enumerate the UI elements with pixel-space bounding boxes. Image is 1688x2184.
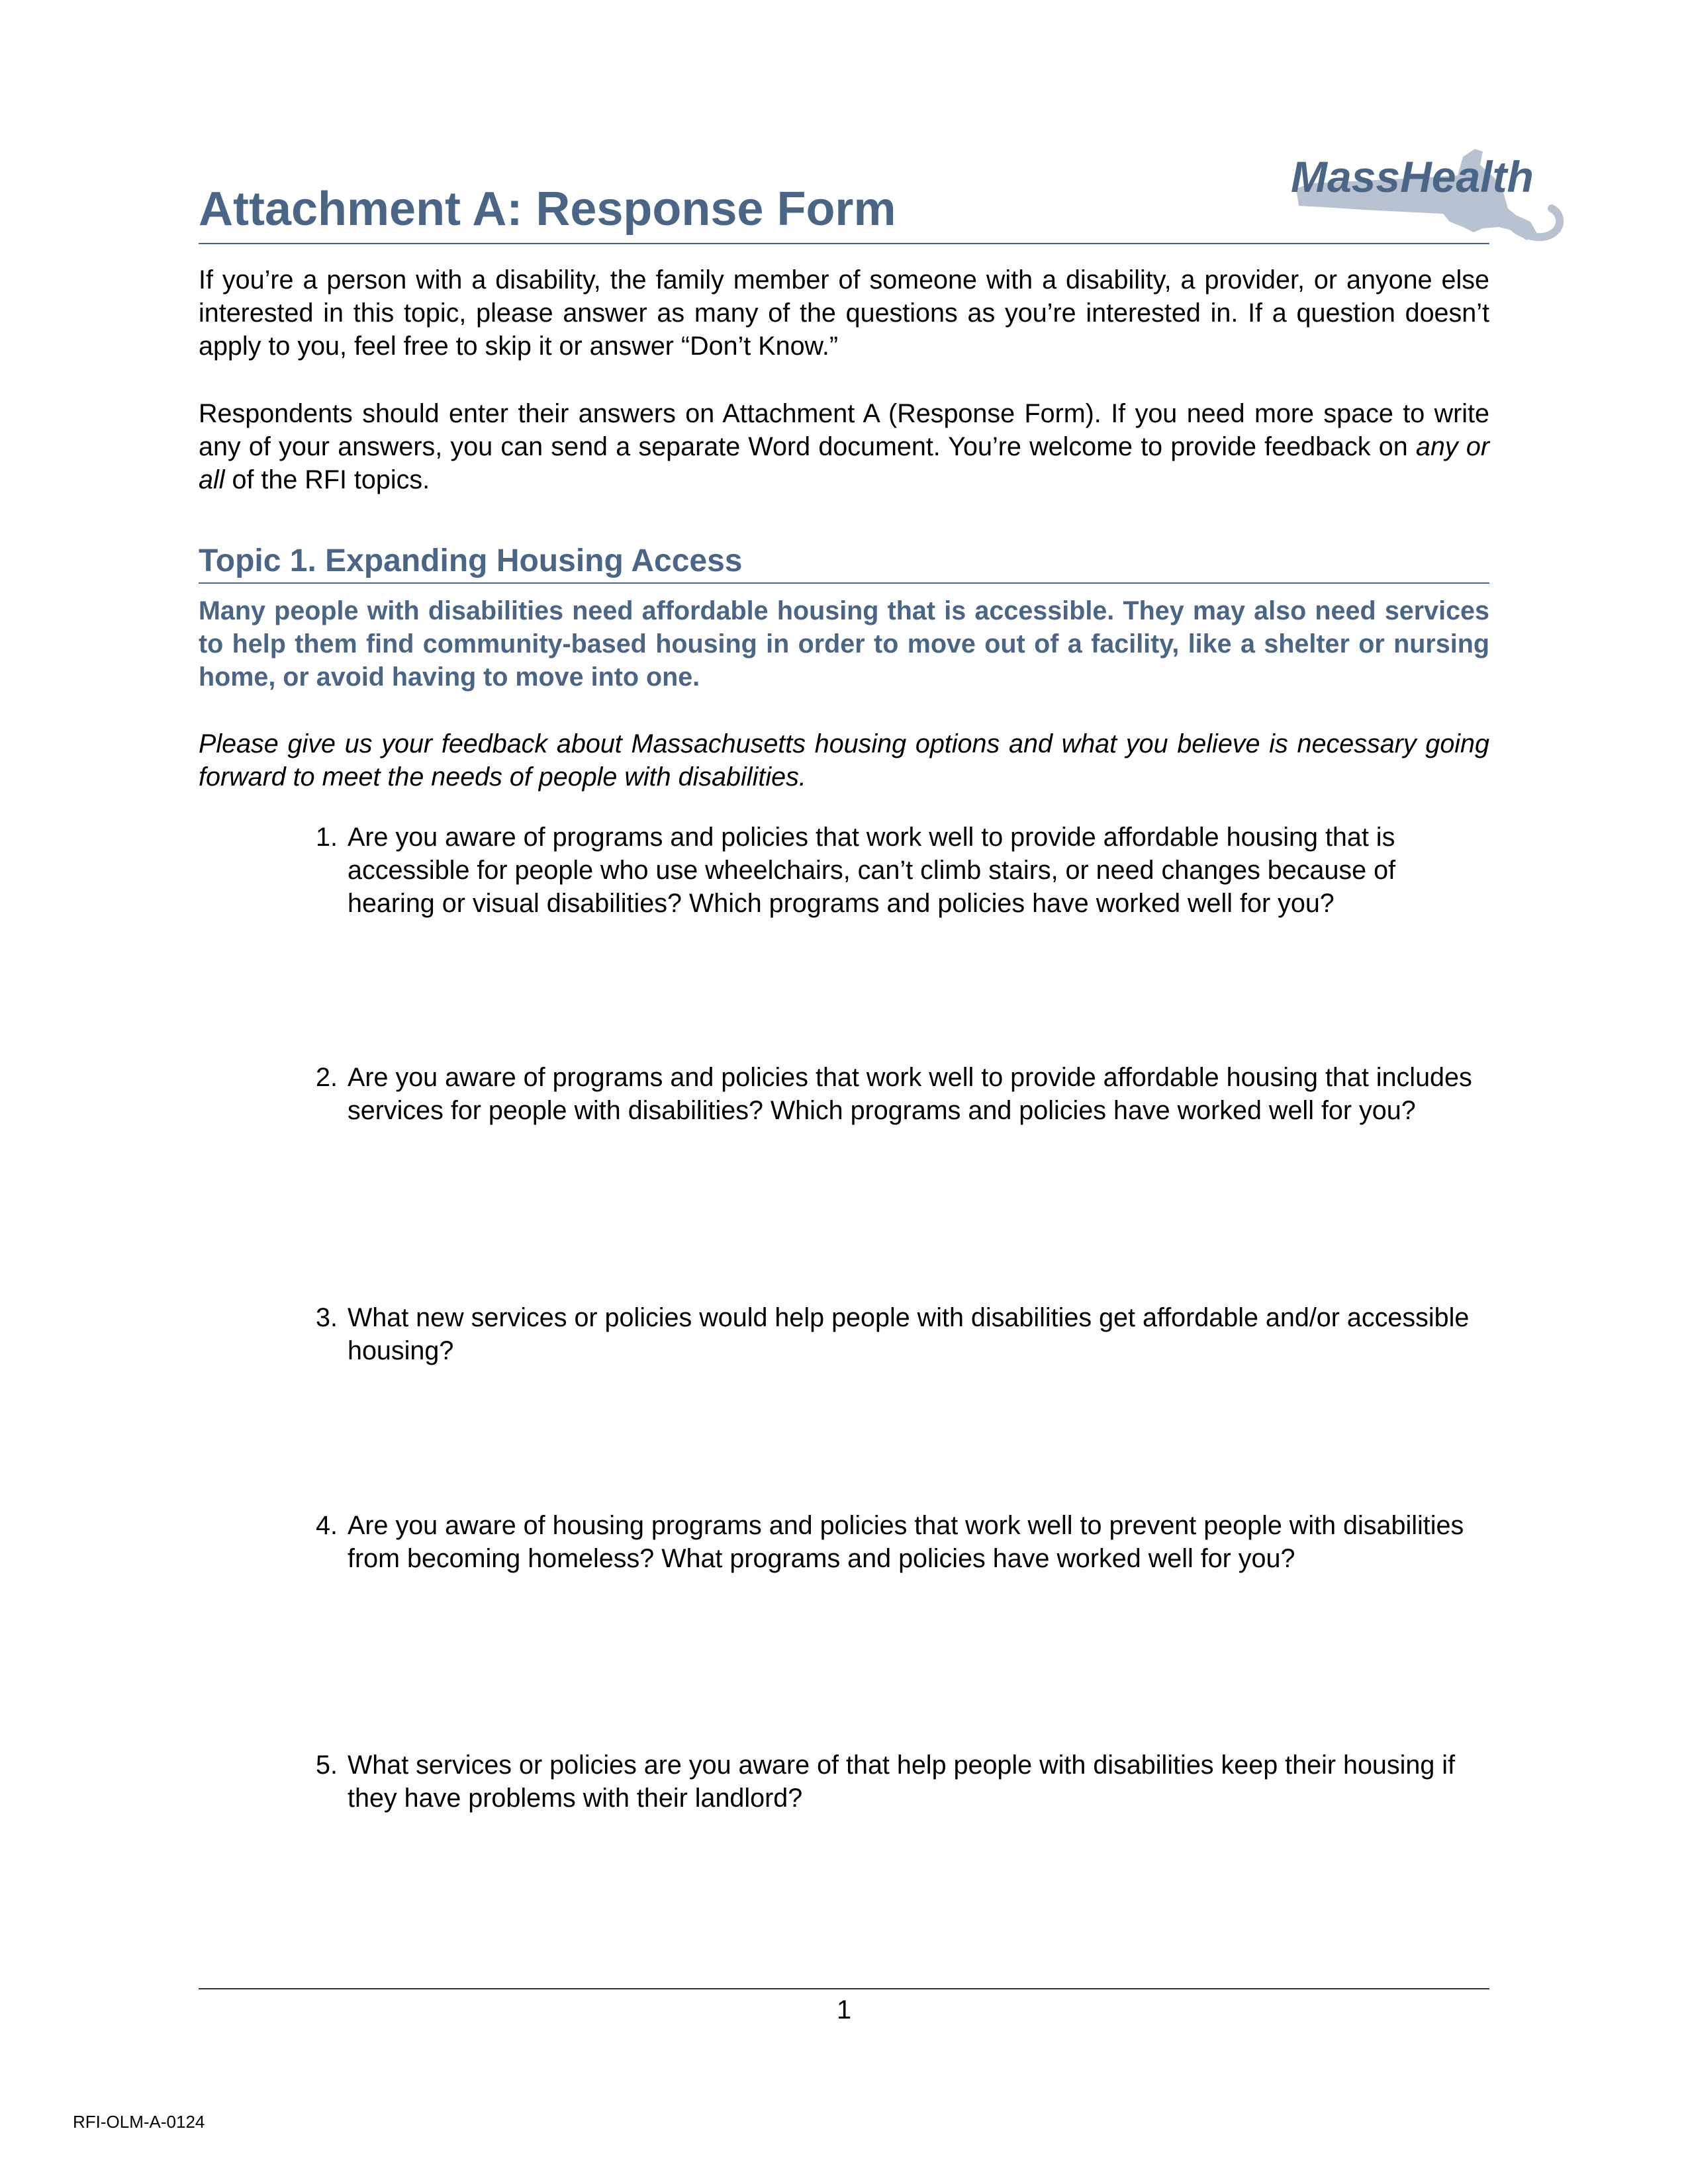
page-number: 1 (836, 1995, 852, 2025)
massachusetts-map-logo-graphic (1284, 109, 1569, 255)
question-number: 5. (316, 1751, 338, 1780)
form-code: RFI-OLM-A-0124 (73, 2112, 205, 2132)
question-text: What new services or policies would help people with disabilities get affordable and/or accessible housing? (348, 1303, 1470, 1365)
title-divider (199, 243, 1489, 244)
question-number: 1. (316, 823, 338, 852)
intro-paragraph-2 (199, 397, 1489, 496)
topic-description: Many people with disabilities need affordable housing that is accessible. They may also need services to help them find community-based housing in order to move out of a facility, like a shelter or nursing home, or avoid having to move into one. (199, 596, 1489, 692)
intro-paragraph-2-emphasis: any or all (199, 432, 1489, 494)
topic-prompt: Please give us your feedback about Massachusetts housing options and what you believe is necessary going forward to meet the needs of people with disabilities. (199, 729, 1489, 792)
question-text: Are you aware of programs and policies that work well to provide affordable housing that is accessible for people who use wheelchairs, can’t climb stairs, or need changes because of hearing or visual disabilities? Which programs and policies have worked well for you? (348, 823, 1396, 918)
page-title: Attachment A: Response Form (199, 183, 896, 236)
topic-divider (199, 582, 1489, 584)
question-text: Are you aware of housing programs and policies that work well to prevent people with disabilities from becoming homeless? What programs and policies have worked well for you? (348, 1511, 1464, 1573)
question-number: 3. (316, 1303, 338, 1332)
question-text: Are you aware of programs and policies that work well to provide affordable housing that includes services for people with disabilities? Which programs and policies have worked well for you? (348, 1063, 1472, 1125)
question-text: What services or policies are you aware of that help people with disabilities keep their housing if they have problems with their landlord? (348, 1751, 1456, 1813)
topic-heading: Topic 1. Expanding Housing Access (199, 543, 743, 578)
masshealth-logo (1284, 109, 1569, 255)
logo-wordmark: MassHealth (1291, 152, 1534, 201)
question-number: 4. (316, 1511, 338, 1540)
intro-paragraph-2-start: Respondents should enter their answers on Attachment A (Response Form). If you need more space to write any of your answers, you can send a separate Word document. You’re welcome to provide feedback on (199, 399, 1489, 461)
footer-divider (199, 1988, 1489, 1989)
question-number: 2. (316, 1063, 338, 1092)
intro-paragraph-2-end: of the RFI topics. (224, 465, 430, 494)
intro-paragraph-1: If you’re a person with a disability, the family member of someone with a disability, a provider, or anyone else interested in this topic, please answer as many of the questions as you’re interested in. If a question doesn’t apply to you, feel free to skip it or answer “Don’t Know.” (199, 265, 1489, 361)
